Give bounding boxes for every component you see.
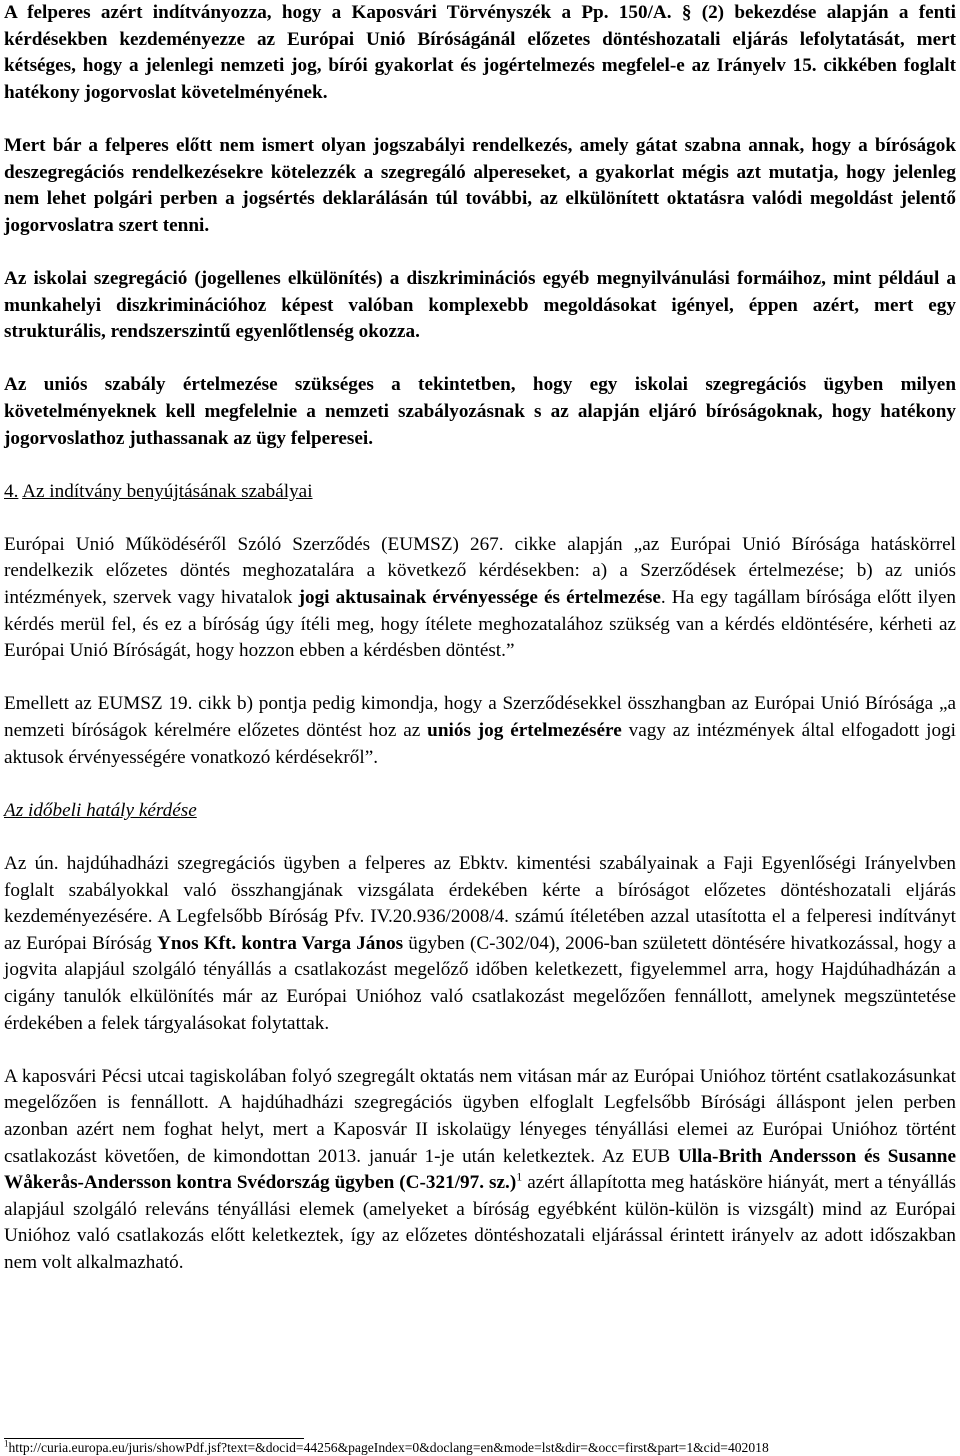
footnote-divider xyxy=(4,1438,304,1439)
paragraph-no-remedy-text: Mert bár a felperes előtt nem ismert olyan jogszabályi rendelkezés, amely gátat szabna annak, hogy a bíróságok deszegregációs rendelkezésekre kötelezzék a szegregáló alpereseket, a gyakorlat mégis azt mutatja, hogy jelenleg nem lehet polgári perben a jogsértés deklarálásán túl további, az elkülönített oktatásra valódi megoldást jelentő jogorvoslatra szert tenni. xyxy=(4,134,956,236)
paragraph-interpretation-need-text: Az uniós szabály értelmezése szükséges a tekintetben, hogy egy iskolai szegregációs ügyben milyen követelményeknek kell megfelelnie a nemzeti szabályozásnak s az alapján eljáró bíróságoknak, hogy hatékony jogorvoslathoz juthassanak az ügy felperesei. xyxy=(4,374,956,449)
footnote xyxy=(4,1440,954,1456)
eumsz-267-text-1: Európai Unió Működéséről Szóló Szerződés (EUMSZ) 267. cikke alapján „az Európai Unió Bírósága hatáskörrel rendelkezik előzetes döntés meghozatalára a következő kérdésekben: a) a Szerződések értelmezése; b) az uniós intézmények, szervek vagy hivatalok xyxy=(4,533,956,609)
eumsz-267-text-2: . Ha egy tagállam bírósága előtt ilyen kérdés merül fel, és ez a bíróság úgy ítéli meg, hogy ítélete meghozatalához szükség van a kérdés eldöntésére, kérheti az Európai Unió Bíróságát, hogy hozzon ebben a kérdésben döntést.” xyxy=(4,587,956,662)
footnote-ref[interactable]: 1 xyxy=(516,1169,523,1184)
paragraph-structural-segregation-text: Az iskolai szegregáció (jogellenes elkülönítés) a diszkriminációs egyéb megnyilvánulási formáihoz, mint például a munkahelyi diszkriminációhoz képest valóban komplexebb megoldásokat igényel, éppen azért, mert egy strukturális, rendszerszintű egyenlőtlenség okozza. xyxy=(4,267,956,343)
kaposvar-text-2: azért állapította meg hatásköre hiányát, mert a tényállás alapjául szolgáló releváns tényállási elemek (amelyeket a bíróság egyébként külön-külön is vizsgált) mind az Európai Unióhoz való csatlakozás előtt keletkeztek, így az előzetes döntéshozatali eljárással érintett irányelv az adott időszakban nem volt alkalmazható. xyxy=(4,1172,956,1273)
section-title: Az indítvány benyújtásának szabályai xyxy=(22,480,313,502)
paragraph-eumsz-267 xyxy=(4,532,956,665)
eumsz-267-bold: jogi aktusainak érvényessége és értelmezése xyxy=(298,587,661,609)
paragraph-structural-segregation xyxy=(4,266,956,346)
paragraph-request xyxy=(4,0,956,106)
footnote-number: 1 xyxy=(4,1438,9,1449)
paragraph-hajduhadhaz xyxy=(4,851,956,1037)
kaposvar-case-name: Ulla-Brith Andersson és Susanne Wåkerås-Andersson kontra Svédország ügyben (C-321/97. sz.) xyxy=(4,1145,956,1194)
paragraph-kaposvar xyxy=(4,1064,956,1277)
hajduhadhaz-text-1: Az ún. hajdúhadházi szegregációs ügyben a felperes az Ebktv. kimentési szabályainak a Faji Egyenlőségi Irányelvben foglalt szabályokkal való összhangjának vizsgálata érdekében kérte a bíróságot előzetes döntéshozatali eljárás kezdeményezésére. A Legfelsőbb Bíróság Pfv. IV.20.936/2008/4. számú ítéletében azzal utasította el a felperesi indítványt az Európai Bíróság xyxy=(4,853,956,954)
paragraph-request-text: A felperes azért indítványozza, hogy a Kaposvári Törvényszék a Pp. 150/A. § (2) bekezdése alapján a fenti kérdésekben kezdeményezze az Európai Unió Bíróságánál előzetes döntéshozatali eljárás lefolytatását, mert kétséges, hogy a jelenlegi nemzeti jog, bírói gyakorlat és jogértelmezés megfelel-e az Irányelv 15. cikkében foglalt hatékony jogorvoslat követelményének. xyxy=(4,2,956,103)
kaposvar-text-1: A kaposvári Pécsi utcai tagiskolában folyó szegregált oktatás nem vitásan már az Európai Unióhoz történt csatlakozásunkat megelőzően is fennállott. A hajdúhadházi szegregációs ügyben elfoglalt Legfelsőbb Bírósági álláspont jelen perben azonban azért nem foghat helyt, mert a Kaposvár II iskolaügy lényeges tényállási elemei az Európai Unióhoz történt csatlakozást követően, de kimondottan 2013. január 1-je után keletkeztek. Az EUB xyxy=(4,1065,956,1167)
paragraph-eumsz-19 xyxy=(4,691,956,771)
eumsz-19-text-2: vagy az intézmények által elfogadott jogi aktusok érvényességére vonatkozó kérdésekről”. xyxy=(4,720,956,768)
section-number: 4. xyxy=(4,480,19,502)
paragraph-interpretation-need xyxy=(4,372,956,452)
hajduhadhaz-case-name: Ynos Kft. kontra Varga János xyxy=(156,932,404,954)
paragraph-no-remedy xyxy=(4,133,956,239)
eumsz-19-text-1: Emellett az EUMSZ 19. cikk b) pontja pedig kimondja, hogy a Szerződésekkel összhangban az Európai Unió Bírósága „a nemzeti bíróságok kérelmére előzetes döntést hoz az xyxy=(4,693,956,742)
hajduhadhaz-text-2: ügyben (C-302/04), 2006-ban született döntésére hivatkozással, hogy a jogvita alapjául szolgáló tényállás a csatlakozást megelőző időben keletkezett, figyelemmel arra, hogy Hajdúhadházán a cigány tanulók elkülönítés már az Európai Unióhoz való csatlakozást megelőzően fennállott, amelynek megszüntetése érdekében a felek tárgyalásokat folytattak. xyxy=(4,932,956,1034)
subheading-temporal-scope-text: Az időbeli hatály kérdése xyxy=(4,799,197,821)
section-heading-4 xyxy=(4,479,956,506)
subheading-temporal-scope xyxy=(4,798,956,825)
footnote-link[interactable]: http://curia.europa.eu/juris/showPdf.jsf?text=&docid=44256&pageIndex=0&doclang=en&mode=lst&dir=&occ=first&part=1&cid=402018 xyxy=(8,1440,769,1455)
eumsz-19-bold: uniós jog értelmezésére xyxy=(427,720,622,742)
